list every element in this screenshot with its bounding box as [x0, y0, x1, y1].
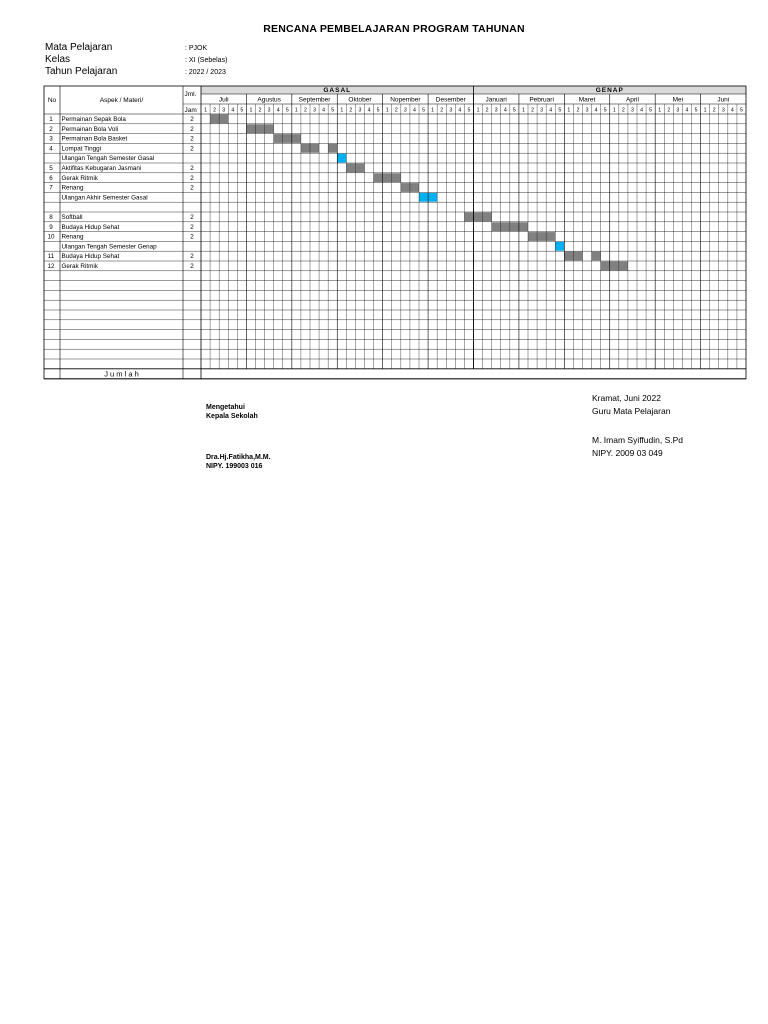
meta-value-mata-pelajaran: : PJOK — [185, 45, 208, 52]
row-materi: Permainan Sepak Bola — [61, 116, 126, 123]
row-materi: Renang — [61, 233, 84, 241]
week-number: 2 — [258, 107, 262, 114]
week-number: 3 — [403, 107, 407, 114]
lesson-week-cell — [283, 134, 292, 143]
week-number: 1 — [612, 107, 616, 114]
signature-right-nip: NIPY. 2009 03 049 — [592, 448, 663, 458]
row-number: 3 — [49, 135, 53, 143]
signature-left-line1: Mengetahui — [206, 404, 245, 411]
week-number: 1 — [567, 107, 571, 114]
row-jam: 2 — [190, 125, 194, 133]
header-jml: Jml. — [184, 91, 197, 98]
week-number: 4 — [549, 107, 553, 114]
week-number: 1 — [249, 107, 253, 114]
week-number: 5 — [422, 107, 425, 114]
lesson-week-cell — [619, 262, 628, 271]
month-name: Maret — [578, 96, 596, 104]
meta-value-tahun-pelajaran: : 2022 / 2023 — [185, 69, 226, 76]
week-number: 5 — [512, 107, 516, 114]
table-border — [44, 86, 746, 379]
row-jam: 2 — [190, 214, 194, 221]
week-number: 1 — [476, 107, 480, 114]
row-number: 12 — [47, 263, 55, 270]
week-number: 5 — [649, 107, 653, 114]
week-number: 5 — [376, 107, 380, 114]
exam-week-cell — [419, 193, 428, 202]
week-number: 4 — [503, 107, 507, 114]
row-materi: Ulangan Tengah Semester Gasal — [61, 155, 155, 163]
week-number: 3 — [540, 107, 544, 114]
week-number: 1 — [385, 107, 389, 114]
week-number: 2 — [213, 107, 217, 114]
lesson-week-cell — [592, 252, 601, 261]
row-materi: Gerak Ritmik — [61, 174, 98, 182]
week-number: 2 — [349, 107, 353, 114]
document-title: RENCANA PEMBELAJARAN PROGRAM TAHUNAN — [263, 23, 525, 35]
week-number: 5 — [240, 107, 244, 114]
signature-right-name: M. Imam Syiffudin, S.Pd — [592, 435, 684, 445]
lesson-week-cell — [328, 144, 337, 153]
row-number: 2 — [49, 125, 53, 133]
lesson-week-cell — [310, 144, 319, 153]
row-number: 9 — [49, 223, 53, 231]
signature-right-place-date: Kramat, Juni 2022 — [592, 393, 661, 403]
schedule-table — [0, 0, 768, 400]
row-number: 7 — [49, 184, 53, 192]
week-number: 3 — [494, 107, 498, 114]
week-number: 3 — [631, 107, 634, 114]
week-number: 3 — [676, 107, 680, 114]
lesson-week-cell — [265, 124, 274, 133]
exam-week-cell — [555, 242, 564, 251]
signature-left-name: Dra.Hj.Fatikha,M.M. — [206, 454, 271, 461]
lesson-week-cell — [528, 232, 537, 241]
row-jam: 2 — [190, 174, 194, 182]
week-number: 1 — [340, 107, 344, 114]
lesson-week-cell — [573, 252, 582, 261]
row-materi: Aktifitas Kebugaran Jasmani — [61, 165, 142, 172]
row-materi: Permainan Bola Voli — [61, 125, 119, 133]
week-number: 4 — [640, 107, 643, 114]
week-number: 2 — [712, 107, 716, 114]
lesson-week-cell — [292, 134, 301, 143]
week-number: 1 — [658, 107, 662, 114]
lesson-week-cell — [392, 173, 401, 182]
month-name: Agustus — [257, 96, 281, 104]
row-number: 1 — [49, 116, 53, 123]
week-number: 5 — [603, 107, 607, 114]
lesson-week-cell — [564, 252, 573, 261]
week-number: 2 — [531, 107, 534, 114]
lesson-week-cell — [483, 213, 492, 222]
week-number: 2 — [667, 107, 671, 114]
total-label: J u m l a h — [104, 369, 139, 379]
row-number: 8 — [49, 214, 53, 221]
week-number: 4 — [322, 107, 326, 114]
header-aspek: Aspek / Materi/ — [99, 97, 144, 104]
lesson-week-cell — [219, 115, 228, 124]
row-materi: Renang — [61, 184, 84, 192]
month-name: Desember — [435, 96, 466, 104]
row-materi: Permainan Bola Basket — [61, 135, 128, 143]
week-number: 4 — [413, 107, 416, 114]
week-number: 5 — [740, 107, 743, 114]
week-number: 5 — [467, 107, 471, 114]
month-name: Nopember — [390, 96, 421, 104]
lesson-week-cell — [274, 134, 283, 143]
meta-value-kelas: : XI (Sebelas) — [185, 57, 228, 64]
lesson-week-cell — [410, 183, 419, 192]
lesson-week-cell — [492, 222, 501, 231]
row-number: 10 — [47, 233, 55, 241]
meta-label-mata-pelajaran: Mata Pelajaran — [45, 42, 113, 53]
row-jam: 2 — [190, 223, 194, 231]
month-name: Mei — [672, 96, 684, 104]
header-no: No — [47, 97, 57, 104]
week-number: 4 — [458, 107, 462, 114]
week-number: 4 — [231, 107, 235, 114]
week-number: 4 — [276, 107, 280, 114]
row-number: 11 — [47, 253, 55, 261]
row-number: 5 — [49, 165, 53, 172]
signature-left-line2: Kepala Sekolah — [206, 413, 258, 420]
week-number: 5 — [558, 107, 562, 114]
row-materi: Ulangan Akhir Semester Gasal — [61, 194, 148, 202]
month-name: April — [625, 96, 639, 104]
week-number: 1 — [522, 107, 525, 114]
meta-label-kelas: Kelas — [45, 54, 71, 65]
meta-label-tahun-pelajaran: Tahun Pelajaran — [45, 66, 118, 77]
week-number: 3 — [358, 107, 362, 114]
month-name: Januari — [485, 96, 507, 104]
week-number: 2 — [394, 107, 398, 114]
week-number: 1 — [431, 107, 435, 114]
week-number: 2 — [304, 107, 307, 114]
week-number: 4 — [685, 107, 689, 114]
month-name: Juni — [717, 96, 730, 104]
month-name: September — [298, 96, 331, 104]
lesson-week-cell — [374, 173, 383, 182]
lesson-week-cell — [355, 164, 364, 173]
week-number: 3 — [585, 107, 589, 114]
week-number: 3 — [222, 107, 226, 114]
lesson-week-cell — [346, 164, 355, 173]
row-number: 4 — [49, 145, 53, 153]
lesson-week-cell — [474, 213, 483, 222]
week-number: 4 — [730, 107, 734, 114]
exam-week-cell — [428, 193, 437, 202]
row-jam: 2 — [190, 135, 194, 143]
header-jam: Jam — [184, 107, 197, 114]
lesson-week-cell — [601, 262, 610, 271]
semester-name: GENAP — [595, 87, 624, 94]
month-name: Pebruari — [529, 96, 554, 104]
row-jam: 2 — [190, 145, 194, 153]
week-number: 3 — [449, 107, 453, 114]
row-jam: 2 — [190, 263, 194, 270]
lesson-week-cell — [546, 232, 555, 241]
row-materi: Gerak Ritmik — [61, 263, 98, 270]
lesson-week-cell — [246, 124, 255, 133]
week-number: 2 — [485, 107, 489, 114]
row-materi: Budaya Hidup Sehat — [61, 223, 120, 231]
row-jam: 2 — [190, 184, 194, 192]
semester-name: GASAL — [323, 87, 352, 94]
week-number: 5 — [694, 107, 698, 114]
week-number: 1 — [294, 107, 298, 114]
row-materi: Softball — [61, 214, 83, 221]
row-jam: 2 — [190, 165, 194, 172]
exam-week-cell — [337, 154, 346, 163]
lesson-week-cell — [510, 222, 519, 231]
week-number: 1 — [204, 107, 207, 114]
lesson-week-cell — [401, 183, 410, 192]
signature-left-nip: NIPY. 199003 016 — [206, 463, 263, 470]
lesson-week-cell — [301, 144, 310, 153]
week-number: 5 — [331, 107, 335, 114]
month-name: Oktober — [348, 96, 372, 104]
lesson-week-cell — [501, 222, 510, 231]
row-number: 6 — [49, 174, 53, 182]
row-jam: 2 — [190, 233, 194, 241]
signature-right-role: Guru Mata Pelajaran — [592, 406, 671, 416]
week-number: 3 — [267, 107, 271, 114]
week-number: 1 — [703, 107, 707, 114]
row-jam: 2 — [190, 253, 194, 261]
lesson-week-cell — [610, 262, 619, 271]
month-name: Juli — [218, 96, 229, 104]
lesson-week-cell — [537, 232, 546, 241]
lesson-week-cell — [464, 213, 473, 222]
lesson-week-cell — [210, 115, 219, 124]
lesson-week-cell — [383, 173, 392, 182]
row-materi: Lompat Tinggi — [61, 145, 102, 153]
week-number: 4 — [367, 107, 371, 114]
row-materi: Ulangan Tengah Semester Genap — [61, 243, 157, 251]
week-number: 3 — [313, 107, 316, 114]
row-materi: Budaya Hidup Sehat — [61, 253, 120, 261]
row-jam: 2 — [190, 116, 194, 123]
week-number: 2 — [440, 107, 444, 114]
lesson-week-cell — [256, 124, 265, 133]
week-number: 4 — [594, 107, 598, 114]
week-number: 3 — [721, 107, 725, 114]
week-number: 2 — [576, 107, 580, 114]
lesson-week-cell — [519, 222, 528, 231]
week-number: 2 — [621, 107, 625, 114]
week-number: 5 — [285, 107, 289, 114]
